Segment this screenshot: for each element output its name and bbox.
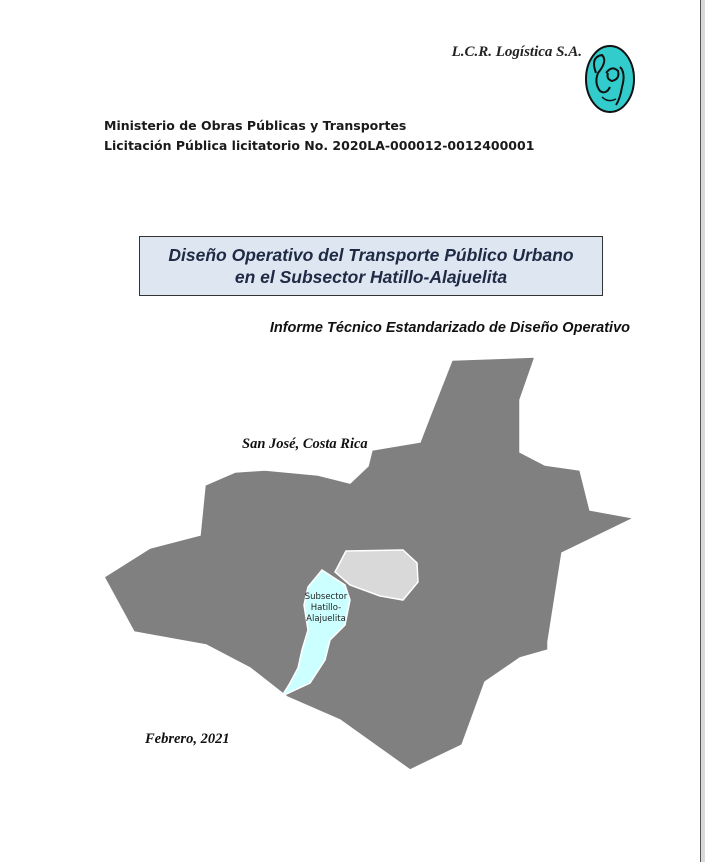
tender-number: Licitación Pública licitatorio No. 2020LA-000012-0012400001 xyxy=(104,138,535,153)
company-name: L.C.R. Logística S.A. xyxy=(451,44,582,60)
subsector-label xyxy=(298,592,354,625)
title-line-1: Diseño Operativo del Transporte Público Urbano xyxy=(168,245,574,265)
title-line-2: en el Subsector Hatillo-Alajuelita xyxy=(234,267,508,287)
document-subtitle: Informe Técnico Estandarizado de Diseño Operativo xyxy=(269,320,630,336)
location-label: San José, Costa Rica xyxy=(242,436,368,452)
document-date: Febrero, 2021 xyxy=(145,731,230,747)
subsector-label-line-2: Hatillo- xyxy=(310,603,342,613)
subsector-label-line-1: Subsector xyxy=(304,592,348,602)
ministry-name: Ministerio de Obras Públicas y Transportes xyxy=(104,118,407,133)
subsector-label-line-3: Alajuelita xyxy=(306,614,346,624)
page-edge xyxy=(700,0,705,862)
